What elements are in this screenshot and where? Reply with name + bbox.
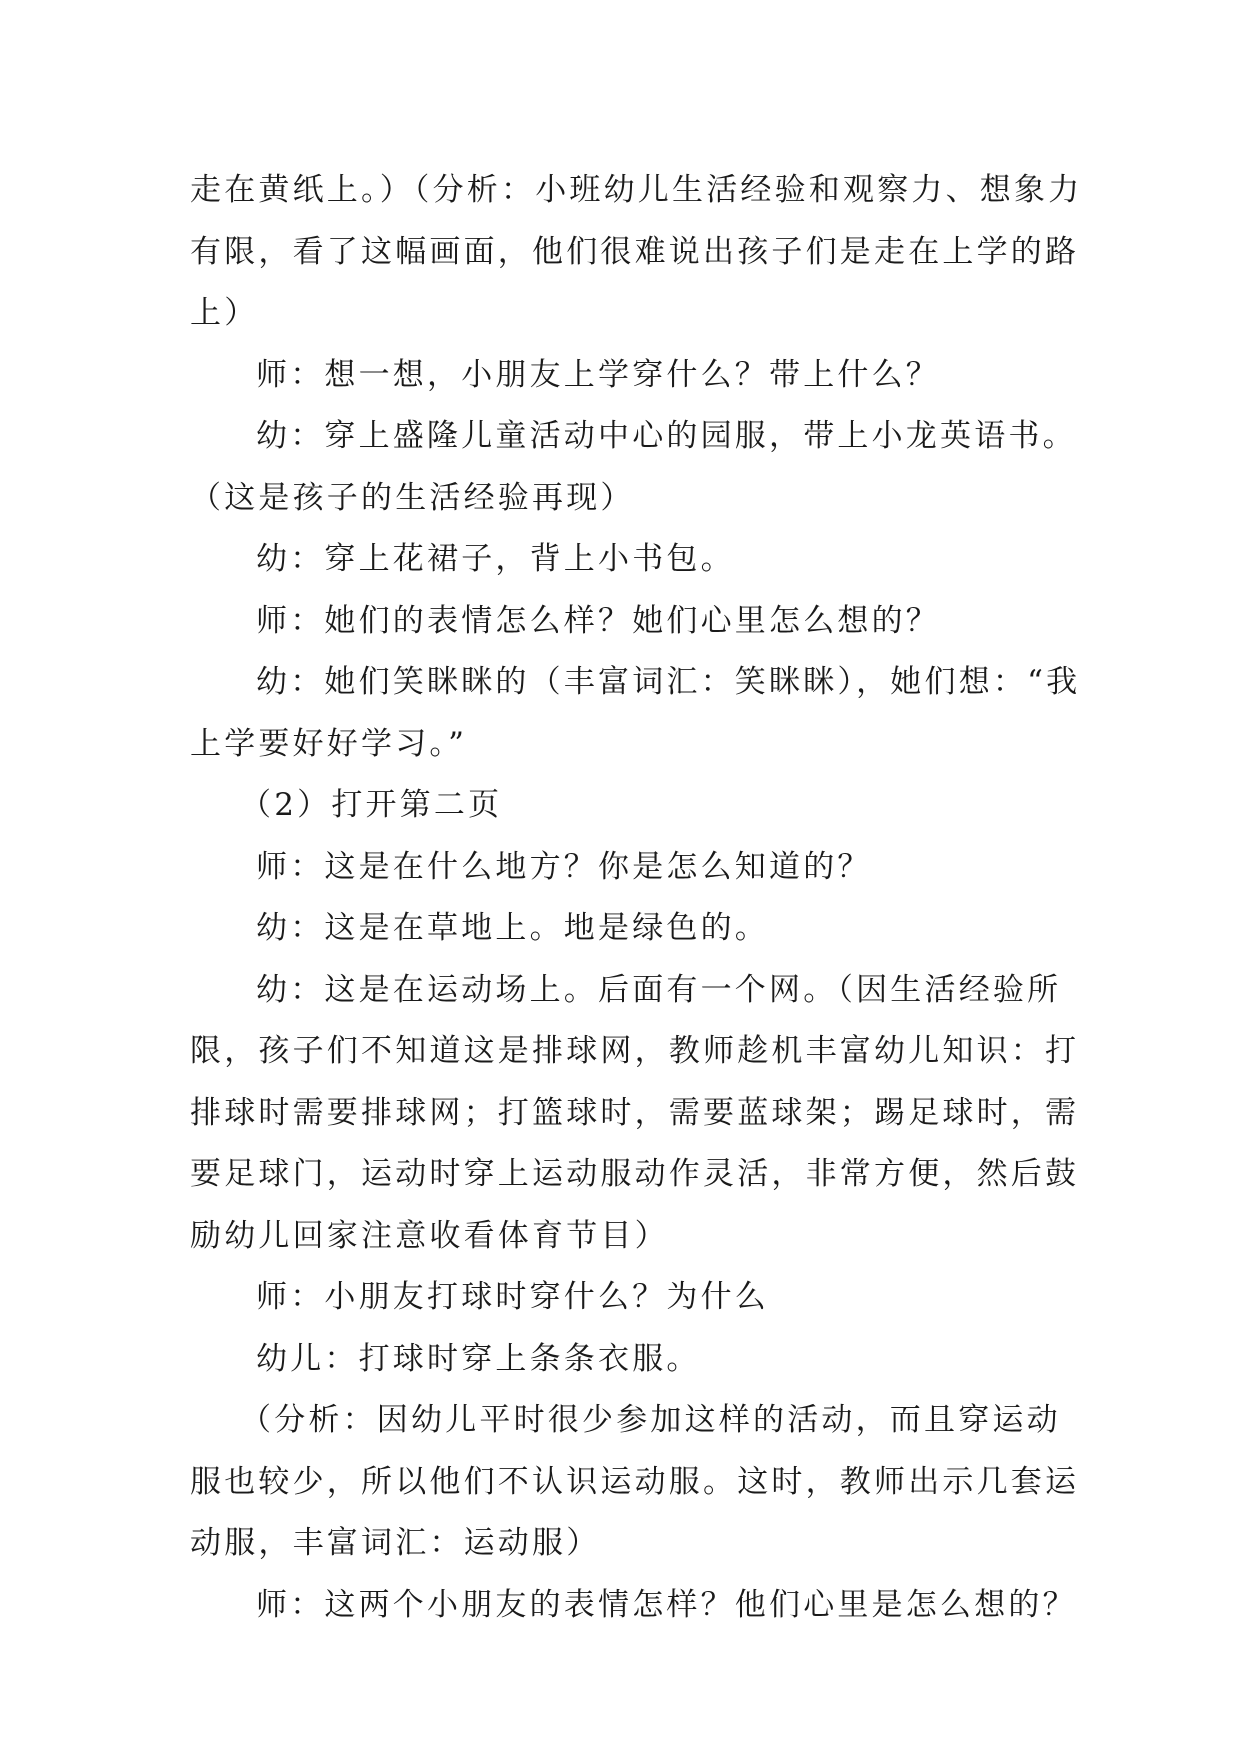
text-line: 上）: [190, 295, 259, 331]
text-line: 有限，看了这幅画面，他们很难说出孩子们是走在上学的路: [190, 233, 1080, 270]
text-line: 上学要好好学习。”: [190, 725, 468, 762]
dialogue-line-teacher: 师：她们的表情怎么样？她们心里怎么想的？: [256, 602, 940, 639]
text-line: 服也较少，所以他们不认识运动服。这时，教师出示几套运: [190, 1463, 1080, 1500]
text-line: （这是孩子的生活经验再现）: [190, 479, 635, 516]
dialogue-line-teacher: 师：想一想，小朋友上学穿什么？带上什么？: [256, 356, 940, 393]
dialogue-line-teacher: 师：这是在什么地方？你是怎么知道的？: [256, 848, 872, 885]
section-heading: （2）打开第二页: [240, 787, 503, 823]
text-line: 励幼儿回家注意收看体育节目）: [190, 1217, 669, 1254]
text-line: 排球时需要排球网；打篮球时，需要蓝球架；踢足球时，需: [190, 1094, 1080, 1131]
dialogue-line-child: 幼：这是在草地上。地是绿色的。: [256, 910, 769, 946]
dialogue-line-teacher: 师：这两个小朋友的表情怎样？他们心里是怎么想的？: [256, 1586, 1077, 1623]
document-body: [190, 160, 1083, 1636]
text-line: 要足球门，运动时穿上运动服动作灵活，非常方便，然后鼓: [190, 1156, 1080, 1192]
dialogue-line-teacher: 师：小朋友打球时穿什么？为什么: [256, 1279, 769, 1315]
text-line: 走在黄纸上。）（分析：小班幼儿生活经验和观察力、想象力: [190, 172, 1083, 208]
text-line: 限，孩子们不知道这是排球网，教师趁机丰富幼儿知识：打: [190, 1033, 1080, 1069]
dialogue-line-child: 幼儿：打球时穿上条条衣服。: [256, 1340, 701, 1377]
dialogue-line-child: 幼：穿上花裙子，背上小书包。: [256, 541, 735, 577]
dialogue-line-child: 幼：她们笑眯眯的（丰富词汇：笑眯眯），她们想：“我: [256, 664, 1081, 700]
analysis-note: （分析：因幼儿平时很少参加这样的活动，而且穿运动: [240, 1402, 1061, 1438]
dialogue-line-child: 幼：这是在运动场上。后面有一个网。（因生活经验所: [256, 971, 1062, 1008]
dialogue-line-child: 幼：穿上盛隆儿童活动中心的园服，带上小龙英语书。: [256, 418, 1077, 454]
text-line: 动服，丰富词汇：运动服）: [190, 1525, 601, 1561]
